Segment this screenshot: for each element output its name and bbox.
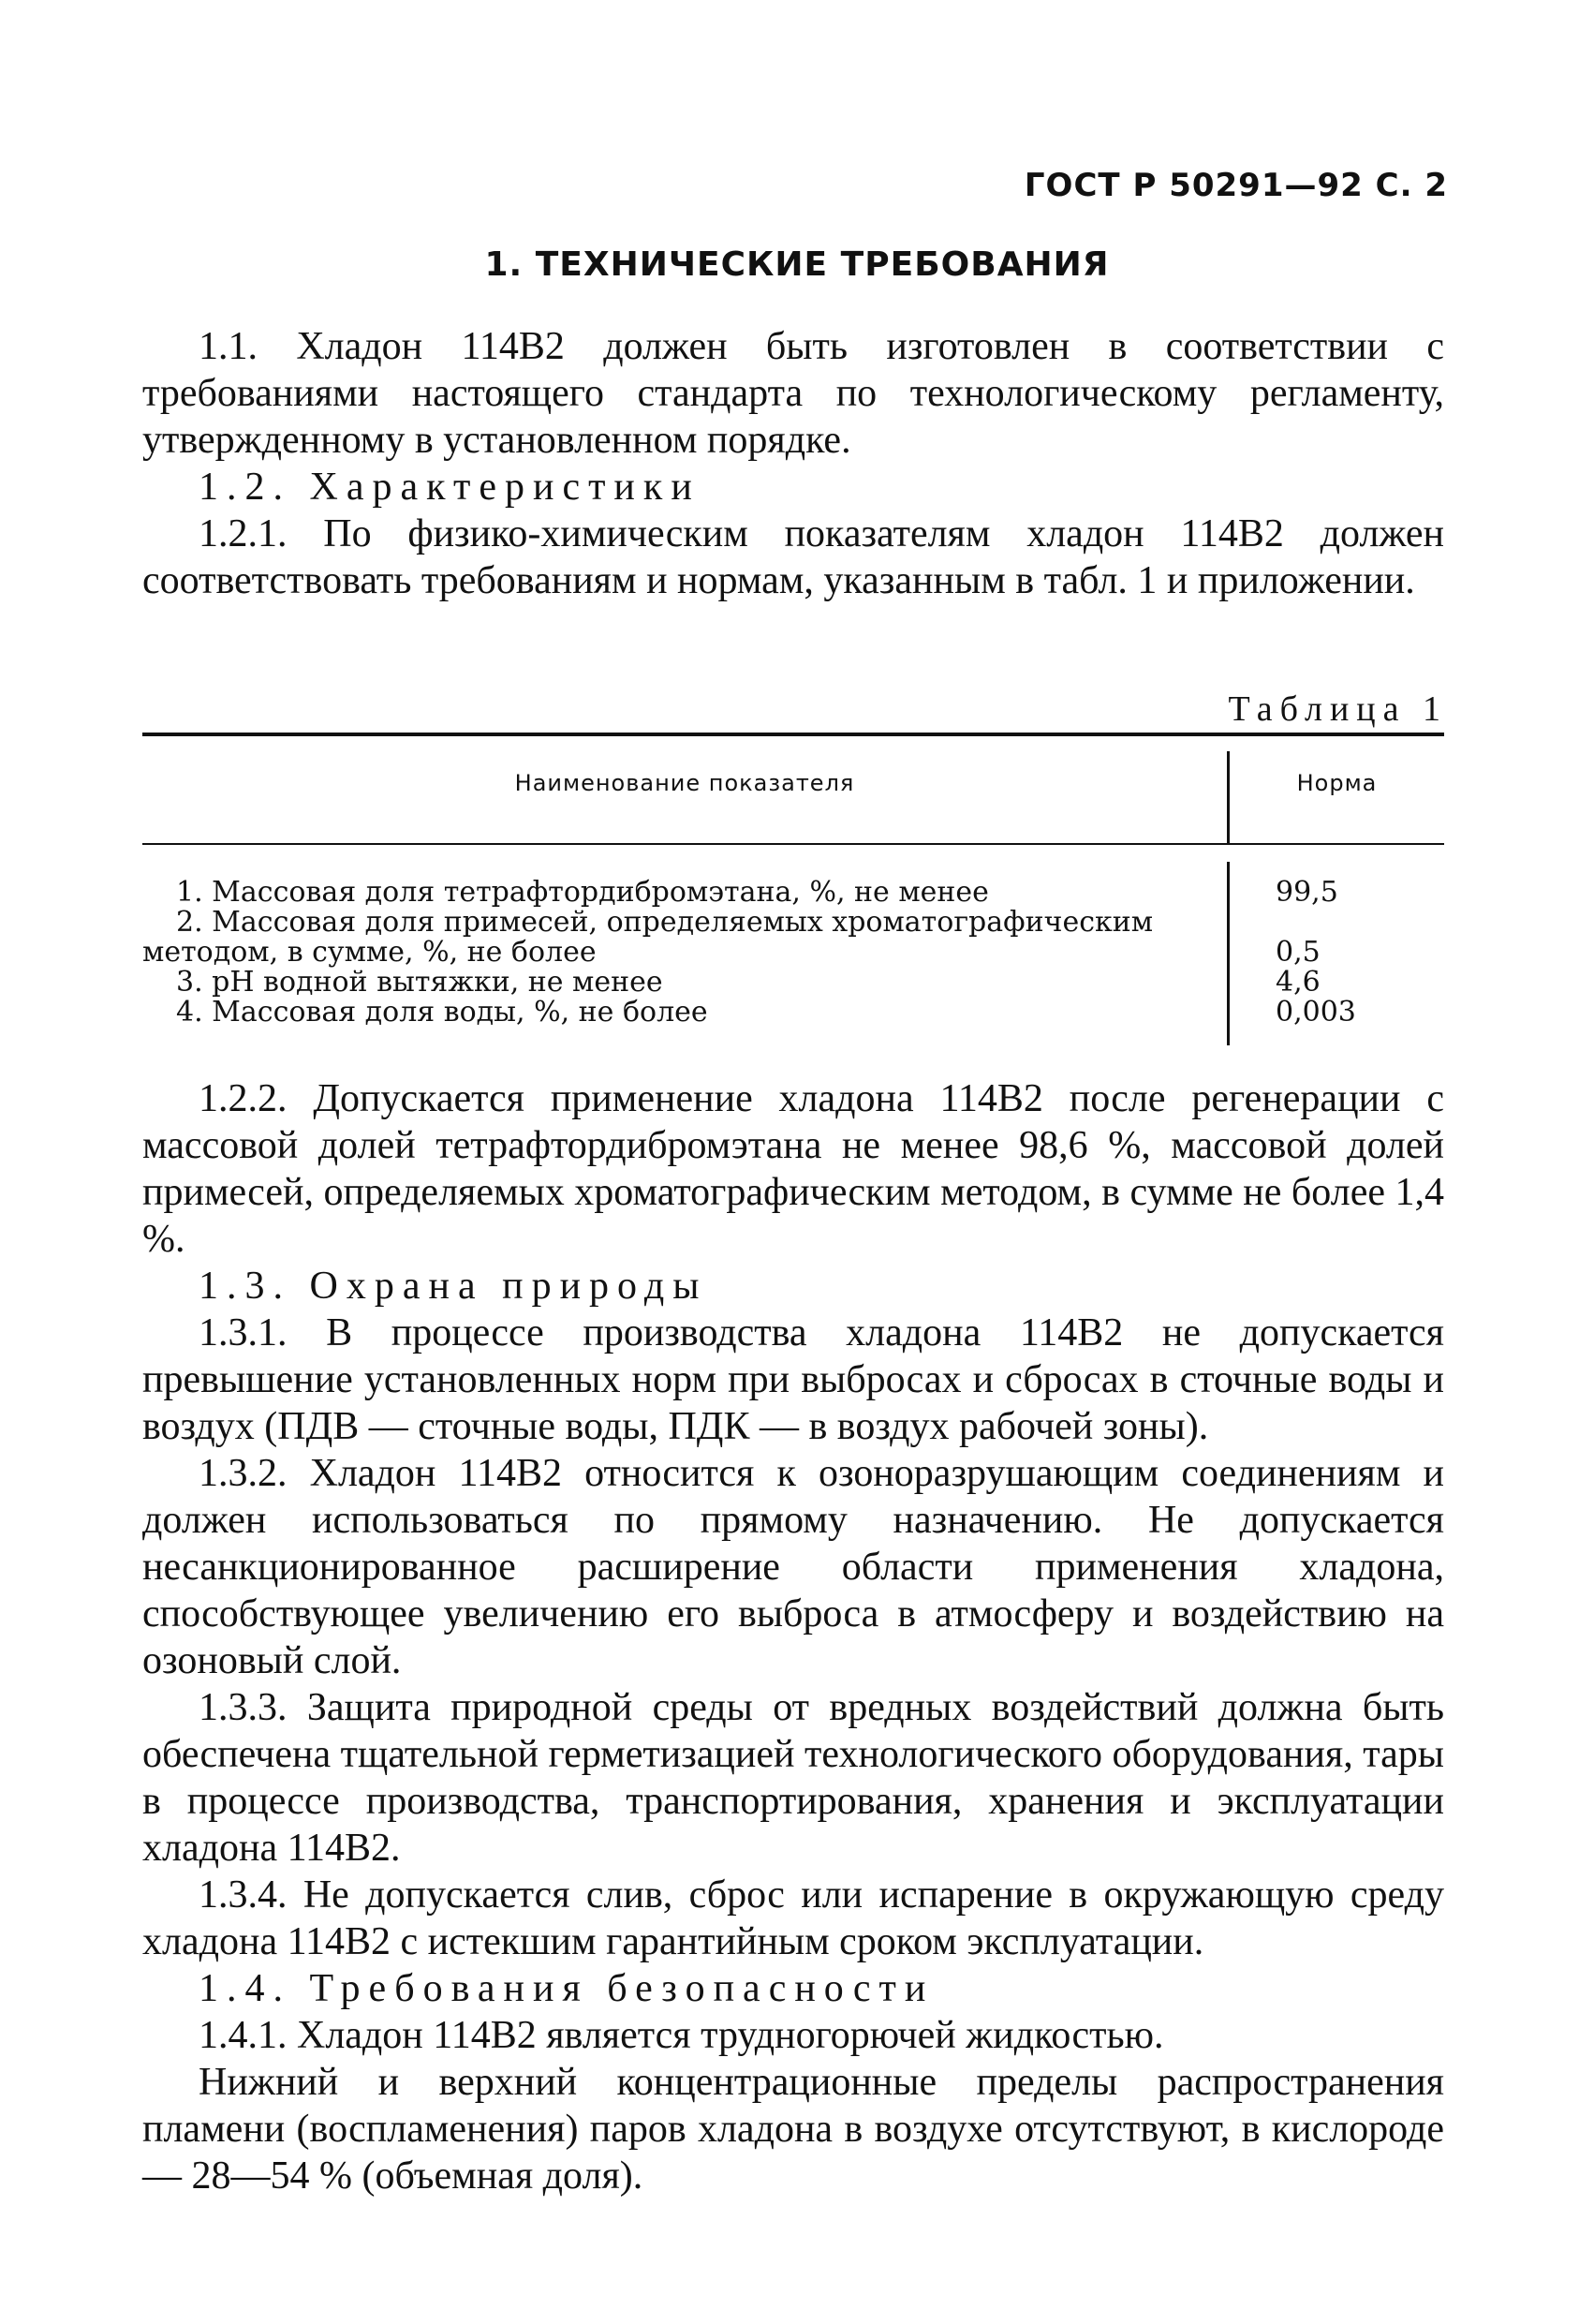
row-name: 3. рН водной вытяжки, не менее	[176, 966, 663, 999]
row-name-line1: 2. Массовая доля примесей, определяемых хроматографическим	[176, 906, 1154, 939]
intro-block	[142, 323, 1444, 604]
row-value: 0,5	[1276, 936, 1321, 969]
paragraph-1-2-2: 1.2.2. Допускается применение хладона 114В2 после регенерации с массовой долей тетрафтордибромэтана не менее 98,6 %, массовой долей примесей, определяемых хроматографическим методом, в сумме не более 1,4 %.	[142, 1077, 1444, 1261]
row-value: 0,003	[1276, 996, 1356, 1029]
row-name: 4. Массовая доля воды, %, не более	[176, 996, 708, 1029]
heading-1-2: 1.2. Характеристики	[199, 466, 701, 509]
paragraph-1-4-1: 1.4.1. Хладон 114В2 является трудногорючей жидкостью.	[199, 2014, 1164, 2057]
row-name: 1. Массовая доля тетрафтордибромэтана, %, не менее	[176, 876, 989, 909]
document-header: ГОСТ Р 50291—92 С. 2	[1024, 167, 1448, 204]
body-block	[142, 1075, 1444, 2199]
row-value: 99,5	[1276, 876, 1338, 909]
heading-1-3: 1.3. Охрана природы	[199, 1265, 708, 1308]
column-header-norm: Норма	[1296, 770, 1378, 796]
paragraph-limits: Нижний и верхний концентрационные пределы распространения пламени (воспламенения) паров хладона в воздухе отсутствуют, в кислороде — 28—54 % (объемная доля).	[142, 2061, 1444, 2198]
row-value: 4,6	[1276, 966, 1321, 999]
column-header-name: Наименование показателя	[514, 770, 855, 796]
paragraph-1-3-3: 1.3.3. Защита природной среды от вредных воздействий должна быть обеспечена тщательной герметизацией технологического оборудования, тары в процессе производства, транспортирования, хранения и эксплуатации хладона 114В2.	[142, 1686, 1444, 1870]
table-header-divider	[1227, 751, 1230, 843]
heading-1-4: 1.4. Требования безопасности	[199, 1967, 935, 2010]
table-caption: Таблица 1	[1228, 689, 1448, 729]
paragraph-1-3-1: 1.3.1. В процессе производства хладона 114В2 не допускается превышение установленных норм при выбросах и сбросах в сточные воды и воздух (ПДВ — сточные воды, ПДК — в воздух рабочей зоны).	[142, 1311, 1444, 1448]
paragraph-1-3-4: 1.3.4. Не допускается слив, сброс или испарение в окружающую среду хладона 114В2 с истекшим гарантийным сроком эксплуатации.	[142, 1873, 1444, 1963]
paragraph-1-1: 1.1. Хладон 114В2 должен быть изготовлен в соответствии с требованиями настоящего стандарта по технологическому регламенту, утвержденному в установленном порядке.	[142, 325, 1444, 462]
table-top-rule	[142, 733, 1444, 736]
paragraph-1-2-1: 1.2.1. По физико-химическим показателям хладон 114В2 должен соответствовать требованиям и нормам, указанным в табл. 1 и приложении.	[142, 512, 1444, 602]
paragraph-1-3-2: 1.3.2. Хладон 114В2 относится к озоноразрушающим соединениям и должен использоваться по прямому назначению. Не допускается несанкционированное расширение области применения хладона, способствующее увеличению его выброса в атмосферу и воздействию на озоновый слой.	[142, 1452, 1444, 1682]
row-name-line2: методом, в сумме, %, не более	[142, 936, 597, 969]
table-header-rule	[142, 843, 1444, 845]
section-title: 1. ТЕХНИЧЕСКИЕ ТРЕБОВАНИЯ	[484, 245, 1110, 284]
requirements-table	[142, 733, 1444, 1049]
